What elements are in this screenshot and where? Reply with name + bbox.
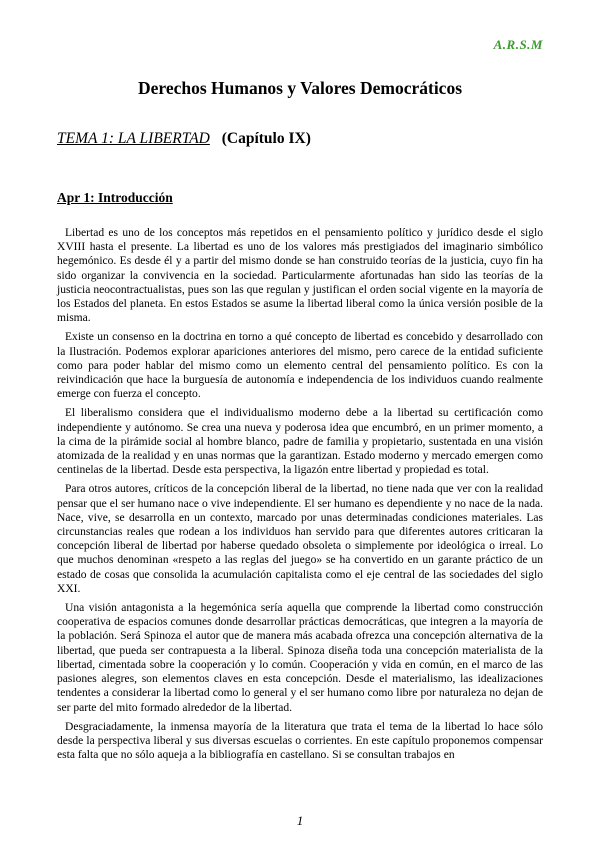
paragraph: Una visión antagonista a la hegemónica sería aquella que comprende la libertad como construcción cooperativa de espacios comunes donde desarrollar prácticas democráticas, que integren a la mayoría de la población. Será Spinoza el autor que de manera más acabada ofrezca una concepción alternativa de la libertad, que pueda ser contrapuesta a la liberal. Spinoza diseña toda una concepción materialista de la libertad, cimentada sobre la cooperación y lo común. Cooperación y vida en común, en el marco de las pasiones alegres, son elementos claves en esta concepción. Desde el materialismo, las idealizaciones tendentes a considerar la libertad como lo general y el ser humano como libre por naturaleza no dejan de ser parte del mito formado alrededor de la libertad.: [57, 602, 543, 714]
topic-chapter: (Capítulo IX): [221, 130, 311, 147]
paragraph: Libertad es uno de los conceptos más repetidos en el pensamiento político y jurídico desde el siglo XVIII hasta el presente. La libertad es uno de los valores más prestigiados del imaginario simbólico hegemónico. Es desde él y a partir del mismo donde se han construido teorías de la justicia, cuyo fin ha sido organizar la convivencia en la sociedad. Particularmente afortunadas han sido las teorías de la justicia neocontractualistas, pues son las que regulan y justifican el orden social vigente en la mayoría de los Estados del planeta. En estos Estados se asume la libertad liberal como la única versión posible de la misma.: [57, 227, 543, 325]
paragraph: Existe un consenso en la doctrina en torno a qué concepto de libertad es concebido y desarrollado con la Ilustración. Podemos explorar apariciones anteriores del mismo, pero carece de la entidad suficiente como para poder hablar del mismo como un elemento central del pensamiento político. Es con la reivindicación que hace la burguesía de autonomía e independencia de los individuos cuando realmente emerge con fuerza el concepto.: [57, 331, 543, 401]
author-initials: A.R.S.M: [493, 37, 543, 52]
topic-title: TEMA 1: LA LIBERTAD: [57, 130, 210, 147]
paragraph: Desgraciadamente, la inmensa mayoría de la literatura que trata el tema de la libertad lo hace sólo desde la perspectiva liberal y sus diversas escuelas o corrientes. En este capítulo proponemos compensar esta falta que no sólo aqueja a la bibliografía en castellano. Si se consultan trabajos en: [57, 720, 543, 762]
section-heading: Apr 1: Introducción: [57, 190, 173, 205]
topic-heading: [57, 130, 311, 148]
document-title: Derechos Humanos y Valores Democráticos: [137, 78, 463, 98]
body-text: [57, 226, 543, 767]
page-number: 1: [296, 813, 304, 828]
paragraph: Para otros autores, críticos de la concepción liberal de la libertad, no tiene nada que ver con la realidad pensar que el ser humano nace o vive independiente. El ser humano es dependiente y no nace de la nada. Nace, vive, se desarrolla en un contexto, marcado por unas determinadas condiciones materiales. Las circunstancias reales que rodean a los individuos han servido para que diferentes autores criticaran la concepción liberal de libertad por haberse quedado obsoleta o simplemente por ideológica o irreal. Lo que muchos denominan «respeto a las reglas del juego» se ha convertido en un garante práctico de un estado de cosas que consolida la acumulación capitalista como el eje central de las sociedades del siglo XXI.: [57, 483, 543, 595]
paragraph: El liberalismo considera que el individualismo moderno debe a la libertad su certificación como independiente y autónomo. Se crea una nueva y poderosa idea que encumbró, en un primer momento, a la cima de la pirámide social al hombre blanco, padre de familia y propietario, sustentada en una visión atomizada de la realidad y en unas normas que la garantizan. Estado moderno y mercado emergen como centinelas de la libertad. Desde esta perspectiva, la ligazón entre libertad y propiedad es total.: [57, 407, 543, 477]
